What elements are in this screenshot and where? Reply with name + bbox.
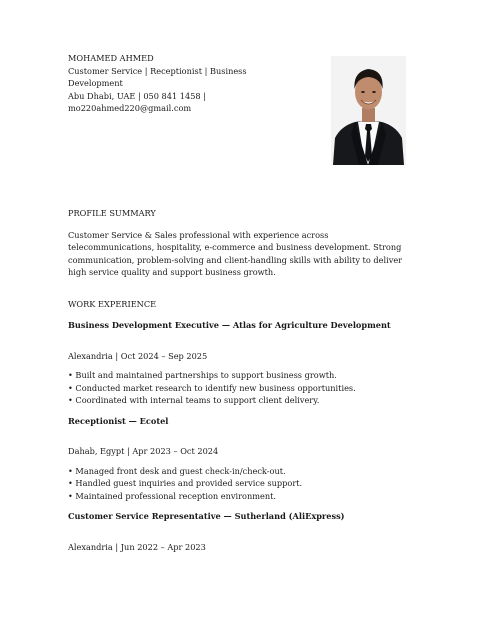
job-meta: Dahab, Egypt | Apr 2023 – Oct 2024 [68, 446, 219, 456]
job-meta: Alexandria | Oct 2024 – Sep 2025 [68, 350, 208, 361]
job-meta: Alexandria | Jun 2022 – Apr 2023 [68, 541, 206, 552]
job-entry [68, 510, 413, 553]
job-entry [68, 319, 413, 407]
job-bullet: • Conducted market research to identify new business opportunities. [68, 382, 356, 393]
candidate-title-line-2: Development [68, 78, 123, 88]
profile-photo [331, 56, 406, 165]
profile-summary-text: Customer Service & Sales professional with experience across telecommunications, hospitality, e-commerce and business development. Strong communication, problem-solving and client-handling skills with ability to deliver high service quality and support business growth. [68, 229, 403, 277]
resume-header [68, 52, 413, 192]
work-experience-heading: WORK EXPERIENCE [68, 298, 157, 309]
job-bullet: • Built and maintained partnerships to support business growth. [68, 370, 337, 380]
job-title: Business Development Executive — Atlas for Agriculture Development [68, 320, 391, 330]
job-bullet: • Maintained professional reception environment. [68, 490, 277, 501]
contact-line-1: Abu Dhabi, UAE | 050 841 1458 | [68, 90, 206, 101]
job-bullet: • Managed front desk and guest check-in/check-out. [68, 465, 286, 476]
profile-summary-heading: PROFILE SUMMARY [68, 208, 156, 218]
job-title: Customer Service Representative — Sutherland (AliExpress) [68, 511, 345, 521]
job-bullets [68, 465, 413, 503]
job-title: Receptionist — Ecotel [68, 415, 169, 426]
job-bullet: • Handled guest inquiries and provided service support. [68, 478, 303, 488]
job-bullet: • Coordinated with internal teams to support client delivery. [68, 395, 320, 405]
resume-page [68, 52, 413, 560]
candidate-name: MOHAMED AHMED [68, 53, 154, 63]
contact-email: mo220ahmed220@gmail.com [68, 103, 192, 113]
job-entry [68, 415, 413, 503]
candidate-title-line-1: Customer Service | Receptionist | Business [68, 65, 247, 76]
job-bullets [68, 369, 413, 407]
